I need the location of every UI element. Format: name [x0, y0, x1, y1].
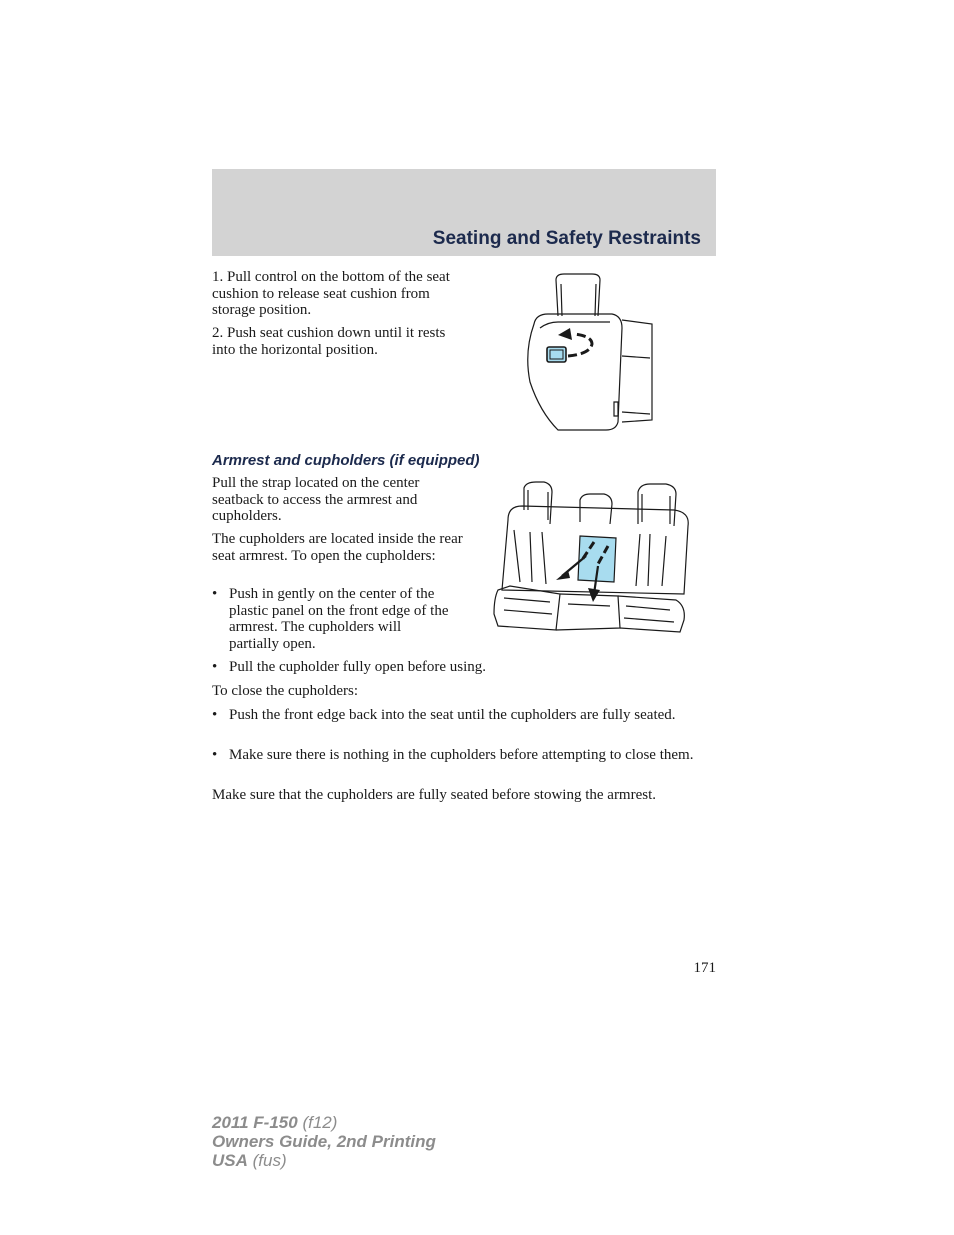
footer-model-code: (f12) — [302, 1113, 338, 1132]
seat-cushion-release-illustration — [518, 272, 658, 434]
footer-region: USA — [212, 1151, 248, 1170]
footer-guide: Owners Guide, 2nd Printing — [212, 1132, 436, 1151]
cupholders-open-intro: The cupholders are located inside the rear seat armrest. To open the cupholders: — [212, 531, 463, 564]
rear-seat-armrest-illustration — [490, 478, 690, 642]
section-header-band — [212, 169, 716, 256]
section-title: Seating and Safety Restraints — [432, 228, 701, 249]
document-footer — [212, 1113, 436, 1170]
footer-region-code: (fus) — [252, 1151, 287, 1170]
open-bullet-2: • Pull the cupholder fully open before using. — [212, 659, 487, 675]
page-number: 171 — [693, 960, 716, 976]
armrest-section-heading: Armrest and cupholders (if equipped) — [212, 452, 480, 469]
step-1-text: 1. Pull control on the bottom of the seat cushion to release seat cushion from storage position. — [212, 269, 450, 318]
armrest-intro-text: Pull the strap located on the center seatback to access the armrest and cupholders. — [212, 475, 420, 524]
close-bullet-1: • Push the front edge back into the seat until the cupholders are fully seated. — [212, 707, 676, 723]
step-2-text: 2. Push seat cushion down until it rests into the horizontal position. — [212, 325, 446, 358]
close-bullet-2: • Make sure there is nothing in the cupholders before attempting to close them. — [212, 747, 694, 763]
footer-model: 2011 F-150 — [212, 1113, 298, 1132]
open-bullet-1: • Push in gently on the center of the plastic panel on the front edge of the armrest. The cupholders will partially open. — [212, 586, 449, 652]
cupholders-close-intro: To close the cupholders: — [212, 683, 358, 699]
arrow-left-icon — [556, 570, 570, 580]
curved-arrow-icon — [558, 328, 572, 340]
closing-note: Make sure that the cupholders are fully seated before stowing the armrest. — [212, 787, 657, 803]
